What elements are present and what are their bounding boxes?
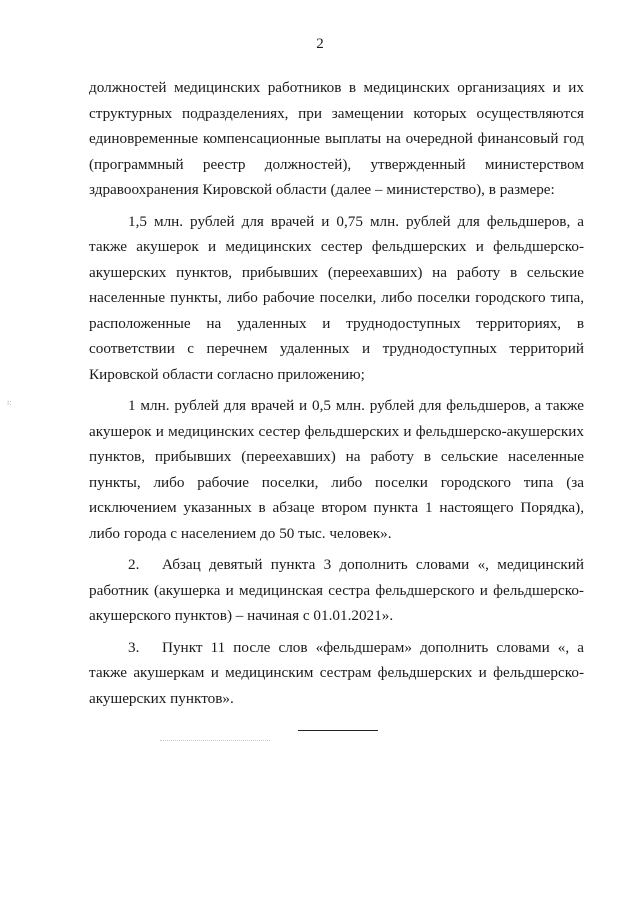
closing-divider bbox=[298, 730, 378, 731]
document-body bbox=[89, 75, 584, 711]
list-item-3 bbox=[89, 635, 584, 712]
paragraph-amount-rural: 1 млн. рублей для врачей и 0,5 млн. рублей для фельдшеров, а также акушерок и медицинских сестер фельдшерских и фельдшерско-акушерских пунктов, прибывших (переехавших) на работу в сельские населенные пункты, либо рабочие поселки, либо поселки городского типа (за исключением указанных в абзаце втором пункта 1 настоящего Порядка), либо города с населением до 50 тыс. человек». bbox=[89, 397, 584, 542]
list-item-number: 2. bbox=[128, 556, 140, 573]
scan-artifact-mark: ı: bbox=[7, 398, 12, 407]
page-number: 2 bbox=[316, 36, 324, 52]
paragraph-amount-remote: 1,5 млн. рублей для врачей и 0,75 млн. рублей для фельдшеров, а также акушерок и медицинских сестер фельдшерских и фельдшерско-акушерских пунктов, прибывших (переехавших) на работу в сельские населенные пункты, либо рабочие поселки, либо поселки городского типа, расположенные на удаленных и труднодоступных территориях, в соответствии с перечнем удаленных и труднодоступных территорий Кировской области согласно приложению; bbox=[89, 212, 584, 383]
paragraph-continuation: должностей медицинских работников в медицинских организациях и их структурных подразделениях, при замещении которых осуществляются единовременные компенсационные выплаты на очередной финансовый год (программный реестр должностей), утвержденный министерством здравоохранения Кировской области (далее – министерство), в размере: bbox=[89, 79, 584, 198]
list-item-text: Абзац девятый пункта 3 дополнить словами «, медицинский работник (акушерка и медицинская сестра фельдшерского и фельдшерско-акушерского пунктов) – начиная с 01.01.2021». bbox=[89, 556, 584, 624]
scan-artifact bbox=[160, 740, 270, 741]
list-item-2 bbox=[89, 552, 584, 629]
list-item-text: Пункт 11 после слов «фельдшерам» дополнить словами «, а также акушеркам и медицинским сестрам фельдшерских и фельдшерско-акушерских пунктов». bbox=[89, 638, 584, 707]
list-item-number: 3. bbox=[128, 638, 140, 656]
